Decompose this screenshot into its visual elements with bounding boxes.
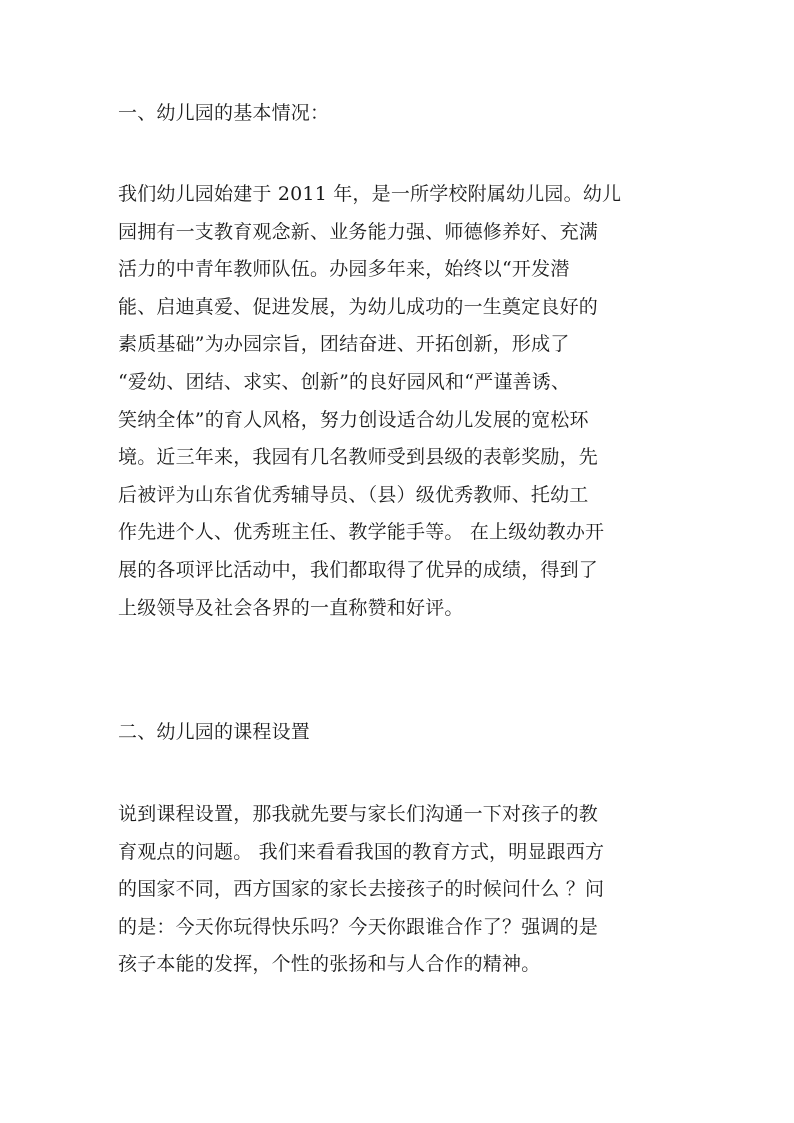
paragraph-line: “爱幼、团结、求实、创新”的良好园风和“严谨善诱、: [118, 370, 571, 393]
paragraph-line: 的是：今天你玩得快乐吗？今天你跟谁合作了？强调的是: [118, 915, 599, 938]
section-heading: [118, 714, 682, 752]
heading-text: 一、幼儿园的基本情况：: [118, 102, 330, 124]
paragraph-line: 笑纳全体”的育人风格，努力创设适合幼儿发展的宽松环: [118, 408, 589, 431]
paragraph-line: 说到课程设置，那我就先要与家长们沟通一下对孩子的教: [118, 803, 599, 825]
paragraph-line: 后被评为山东省优秀辅导员、（县）级优秀教师、托幼工: [118, 483, 589, 506]
paragraph-line: 我们幼儿园始建于 2011 年，是一所学校附属幼儿园。幼儿: [118, 183, 622, 205]
paragraph-line: 孩子本能的发挥，个性的张扬和与人合作的精神。: [118, 953, 541, 976]
section-paragraph: [118, 796, 682, 984]
paragraph-line: 作先进个人、优秀班主任、教学能手等。 在上级幼教办开: [118, 521, 605, 544]
paragraph-line: 园拥有一支教育观念新、业务能力强、师德修养好、充满: [118, 220, 599, 243]
paragraph-line: 上级领导及社会各界的一直称赞和好评。: [118, 596, 464, 619]
paragraph-line: 素质基础”为办园宗旨，团结奋进、开拓创新，形成了: [118, 333, 570, 356]
section-paragraph: [118, 176, 682, 627]
paragraph-line: 展的各项评比活动中，我们都取得了优异的成绩，得到了: [118, 558, 599, 581]
paragraph-line: 育观点的问题。 我们来看看我国的教育方式，明显跟西方: [118, 840, 605, 863]
paragraph-line: 能、启迪真爱、促进发展，为幼儿成功的一生奠定良好的: [118, 295, 599, 318]
heading-text: 二、幼儿园的课程设置: [118, 721, 311, 743]
paragraph-line: 活力的中青年教师队伍。办园多年来，始终以“开发潜: [118, 258, 570, 281]
paragraph-line: 的国家不同，西方国家的家长去接孩子的时候问什么 ？问: [118, 878, 605, 901]
paragraph-line: 境。近三年来，我园有几名教师受到县级的表彰奖励，先: [118, 446, 599, 469]
section-heading: [118, 95, 682, 133]
